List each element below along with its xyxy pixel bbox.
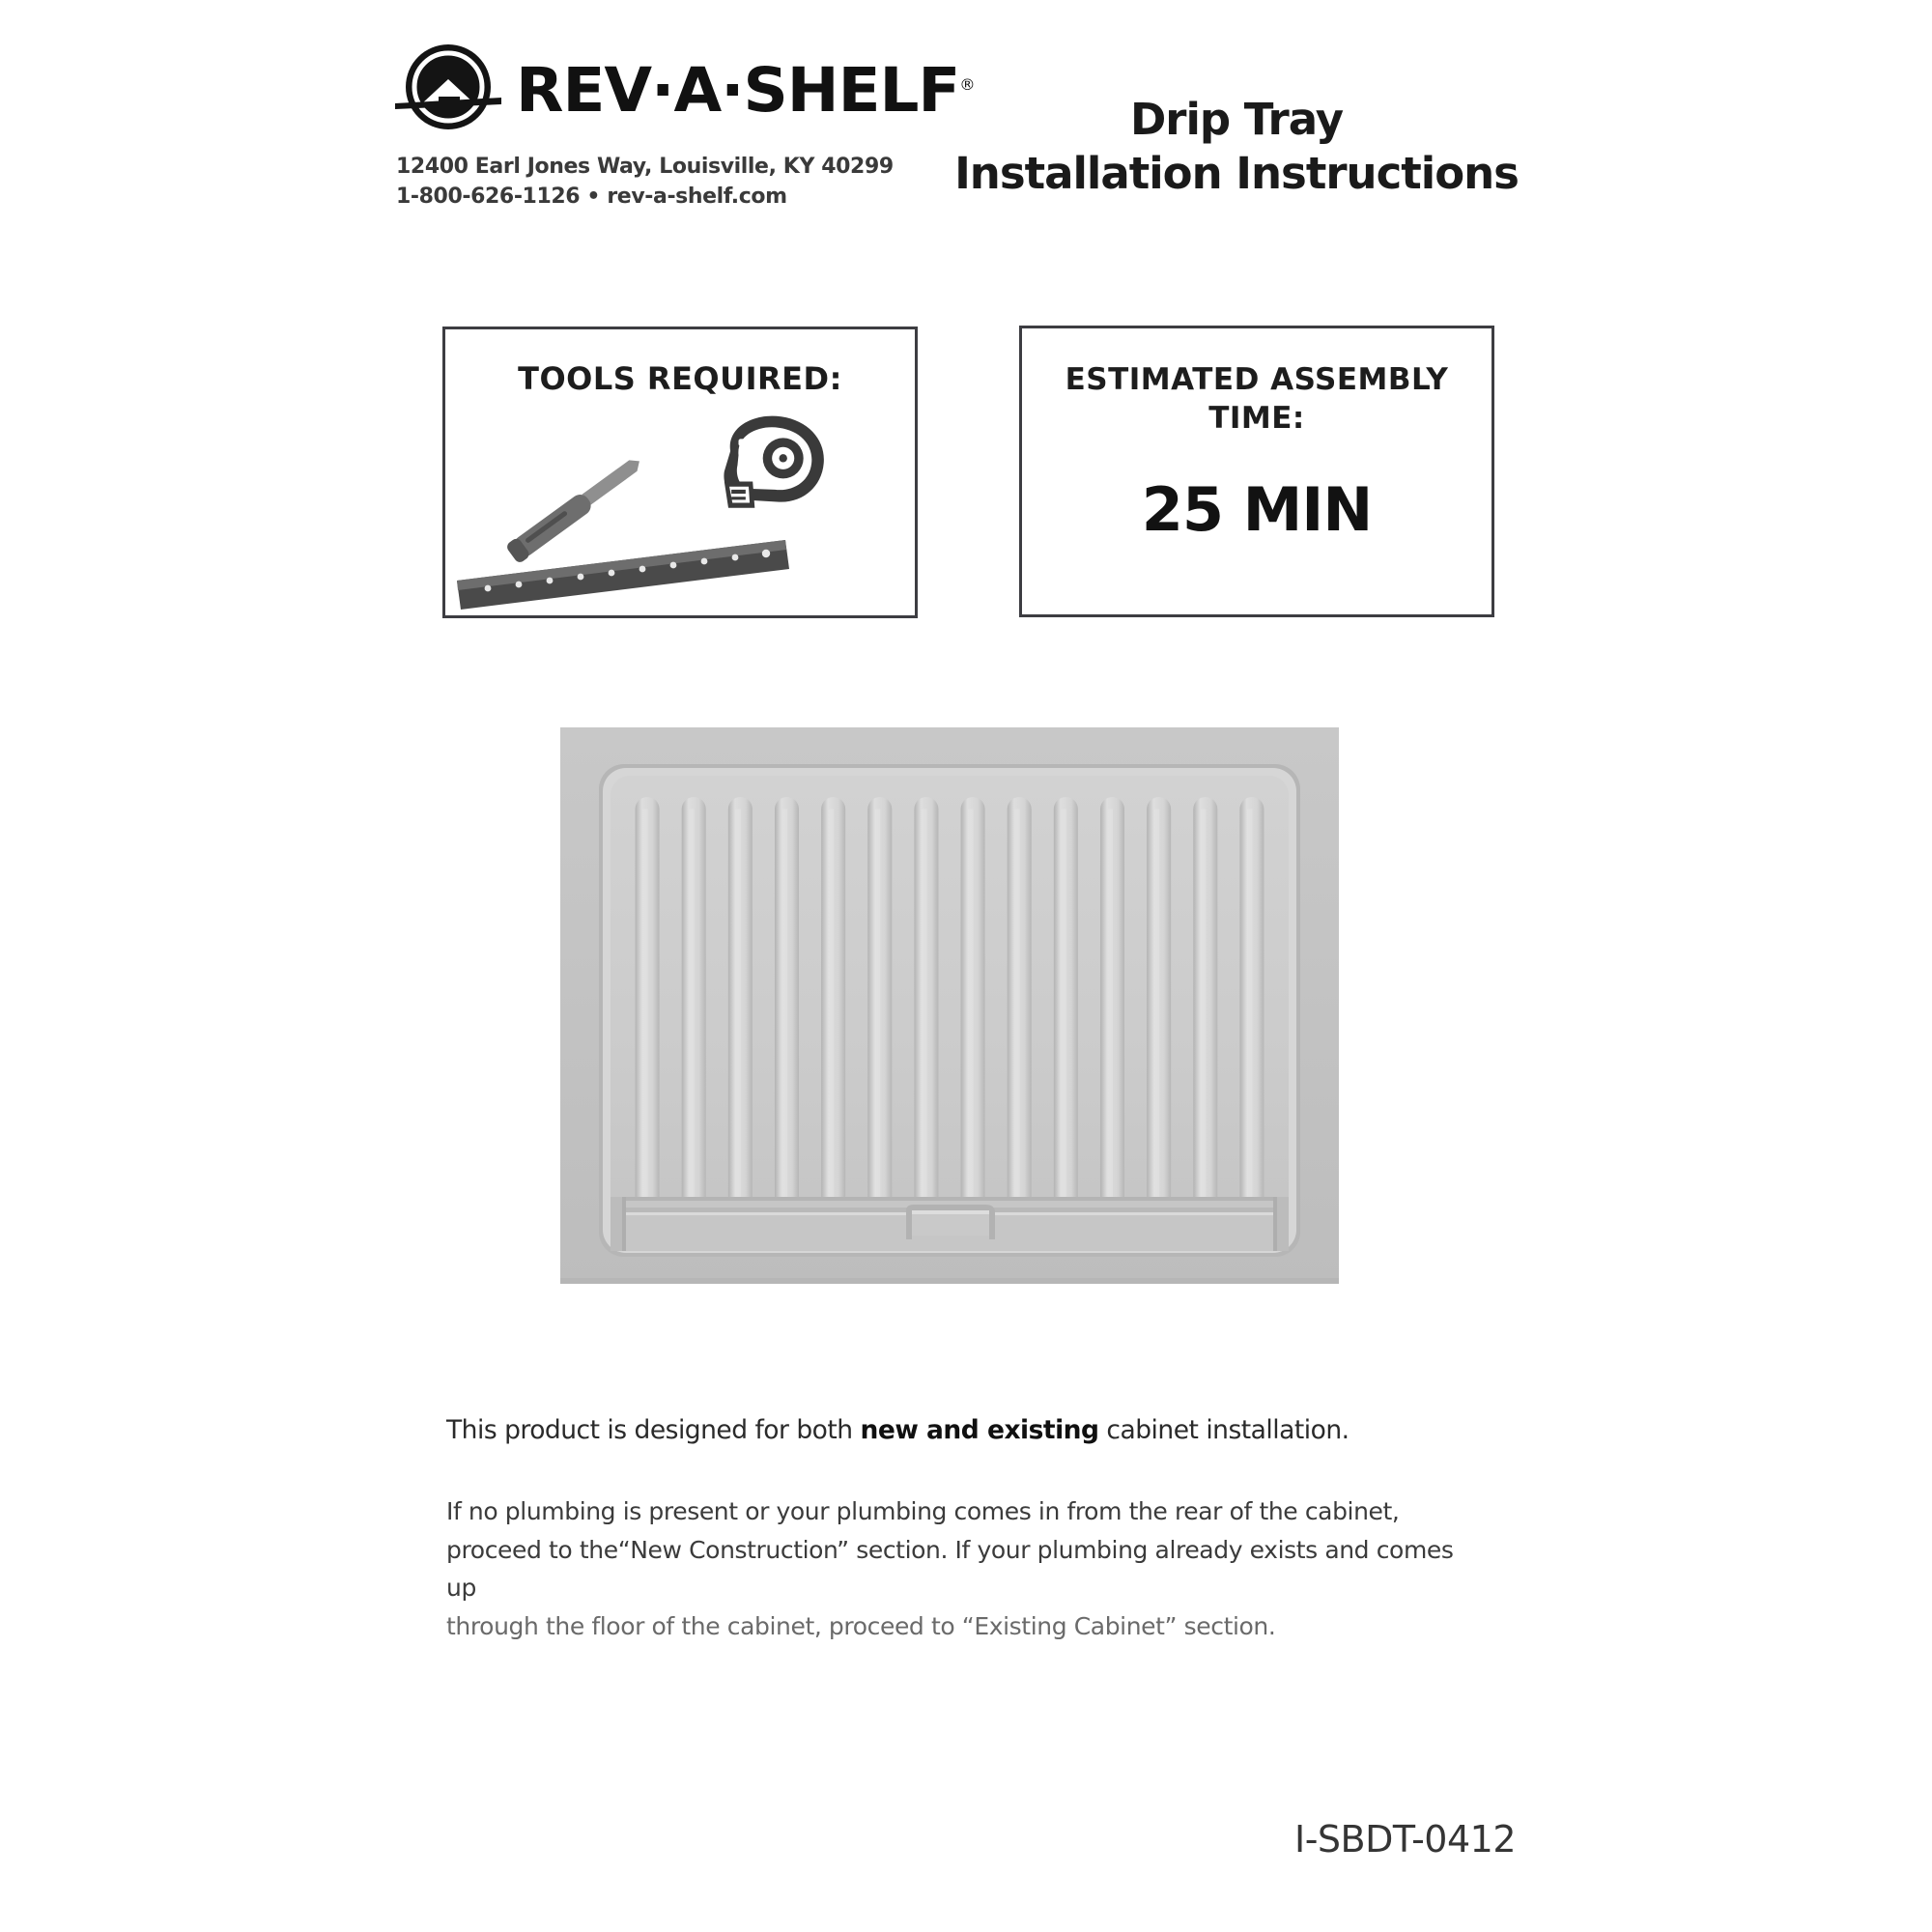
estimated-time-box (1019, 326, 1494, 617)
address-line-street: 12400 Earl Jones Way, Louisville, KY 40299 (396, 155, 894, 179)
page-title-line-1: Drip Tray (1129, 94, 1344, 145)
part-number: I-SBDT-0412 (1294, 1818, 1517, 1861)
tools-required-box (442, 327, 918, 618)
ruler-icon (457, 540, 789, 610)
tools-required-heading: TOOLS REQUIRED: (518, 360, 842, 397)
intro-prefix: This product is designed for both (446, 1415, 861, 1445)
company-address (396, 152, 993, 212)
intro-emphasis: new and existing (860, 1415, 1099, 1445)
rev-a-shelf-circle-logo-icon (394, 37, 502, 143)
address-line-contact: 1-800-626-1126 • rev-a-shelf.com (396, 185, 787, 210)
brand-trademark-symbol: ® (959, 74, 976, 94)
detail-line-3: through the floor of the cabinet, proceed to “Existing Cabinet” section. (446, 1611, 1276, 1640)
intro-paragraph (446, 1415, 1490, 1445)
brand-wordmark-text: REV·A·SHELF (516, 54, 960, 126)
estimated-time-value: 25 MIN (1141, 474, 1373, 546)
intro-suffix: cabinet installation. (1098, 1415, 1350, 1445)
tape-measure-icon (724, 416, 823, 508)
detail-paragraph (446, 1492, 1490, 1645)
detail-line-1: If no plumbing is present or your plumbing comes in from the rear of the cabinet, (446, 1497, 1400, 1525)
utility-knife-icon (505, 452, 647, 564)
page-title (908, 93, 1565, 202)
detail-line-2: proceed to the“New Construction” section. If your plumbing already exists and comes up (446, 1535, 1454, 1602)
estimated-time-heading: ESTIMATED ASSEMBLY TIME: (1065, 362, 1449, 436)
tools-illustration (445, 399, 915, 619)
page-title-line-2: Installation Instructions (954, 148, 1519, 200)
drip-tray-photo (560, 727, 1339, 1284)
brand-wordmark (516, 54, 976, 126)
brand-block (394, 37, 993, 212)
brand-row (394, 37, 993, 143)
